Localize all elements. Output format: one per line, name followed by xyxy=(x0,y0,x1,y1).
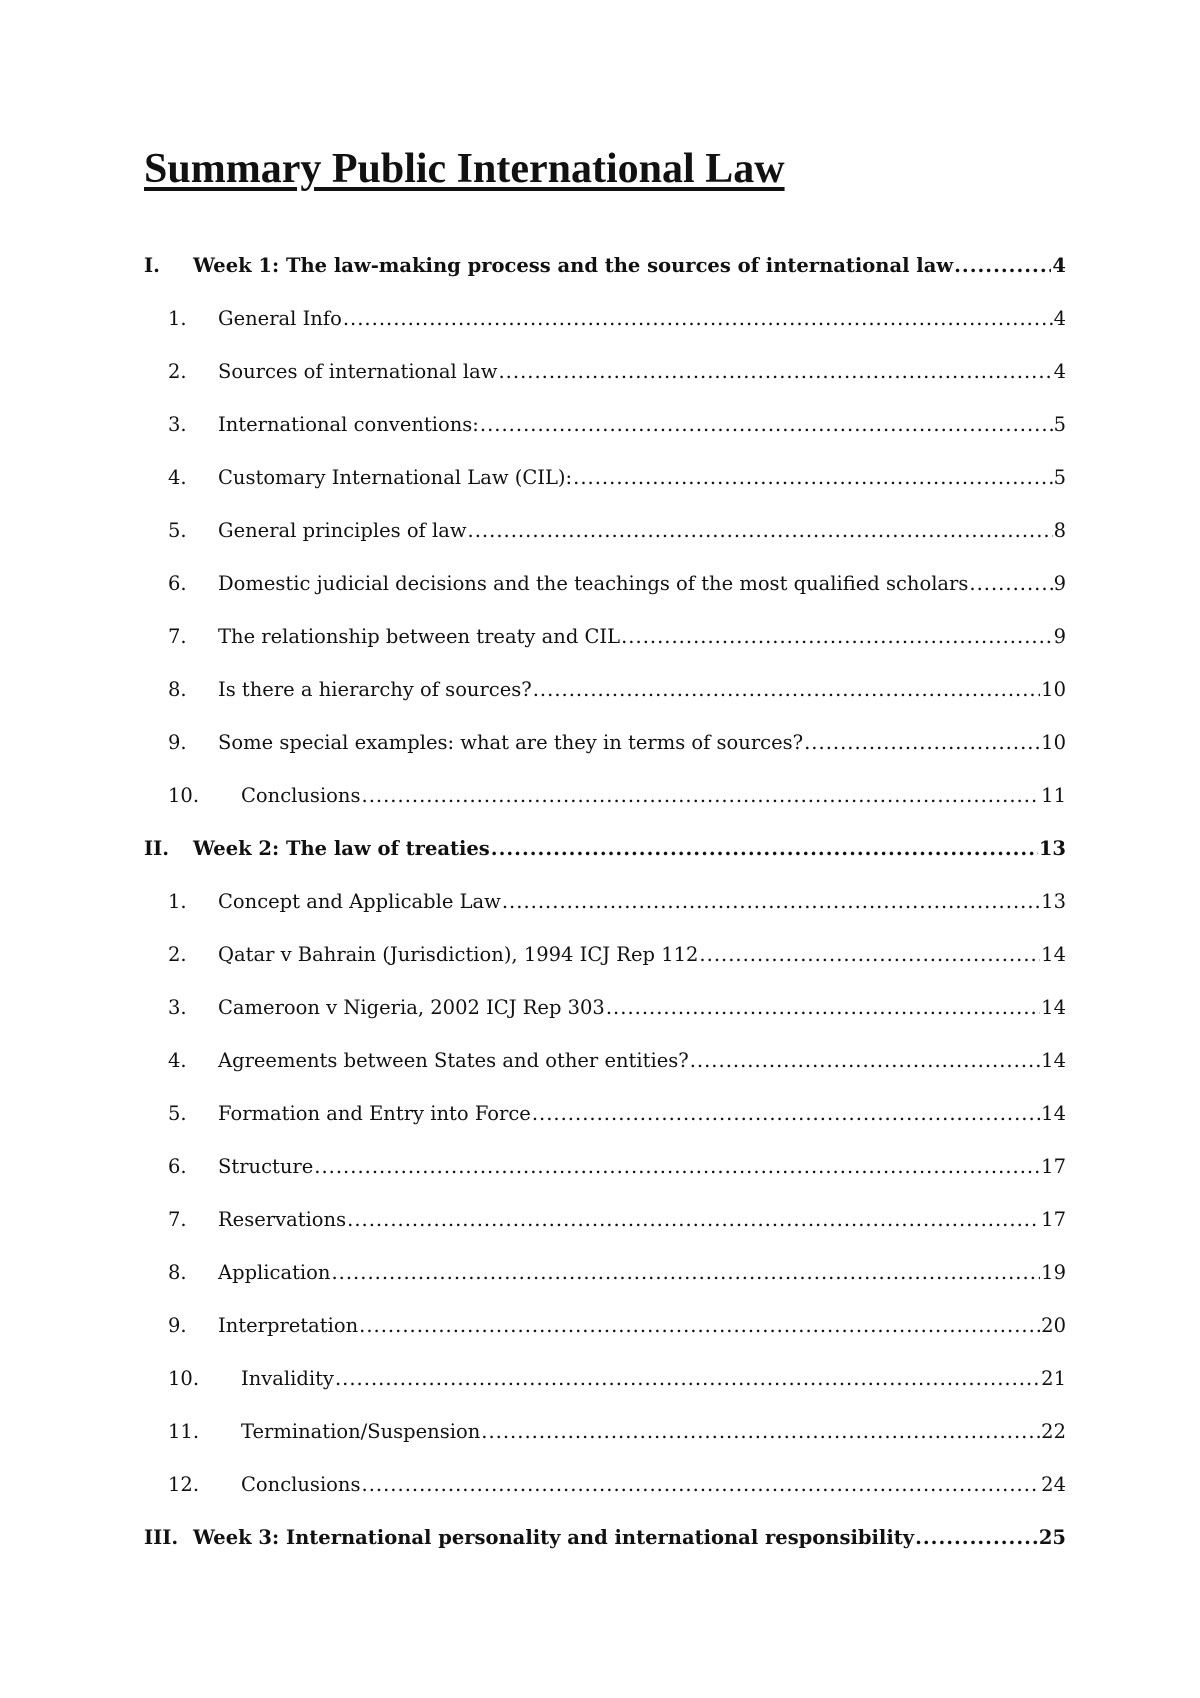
toc-entry-title: Agreements between States and other entities? xyxy=(218,1049,689,1072)
dot-leader xyxy=(621,625,1052,648)
dot-leader xyxy=(690,1049,1040,1072)
dot-leader xyxy=(335,1367,1040,1390)
dot-leader xyxy=(481,1420,1040,1443)
toc-entry-page-number: 22 xyxy=(1041,1420,1066,1443)
toc-entry[interactable] xyxy=(144,1102,1066,1155)
toc-entry[interactable] xyxy=(144,1420,1066,1473)
toc-entry[interactable] xyxy=(144,1367,1066,1420)
toc-entry-number: 6. xyxy=(168,572,187,595)
dot-leader xyxy=(699,943,1040,966)
toc-entry-page-number: 9 xyxy=(1053,625,1066,648)
dot-leader xyxy=(498,360,1052,383)
toc-entry-page-number: 8 xyxy=(1053,519,1066,542)
toc-entry-page-number: 17 xyxy=(1041,1208,1066,1231)
toc-entry[interactable] xyxy=(144,1049,1066,1102)
toc-entry-number: 4. xyxy=(168,1049,187,1072)
table-of-contents xyxy=(144,254,1066,1579)
toc-entry-number: 5. xyxy=(168,519,187,542)
toc-entry-number: 10. xyxy=(168,784,200,807)
toc-entry-title: Termination/Suspension xyxy=(241,1420,481,1443)
toc-entry-title: Conclusions xyxy=(241,784,361,807)
toc-entry-number: 10. xyxy=(168,1367,200,1390)
toc-entry-number: 12. xyxy=(168,1473,200,1496)
toc-entry-page-number: 20 xyxy=(1041,1314,1066,1337)
toc-entry[interactable] xyxy=(144,1155,1066,1208)
dot-leader xyxy=(314,1155,1040,1178)
dot-leader xyxy=(343,307,1053,330)
page-title: Summary Public International Law xyxy=(144,146,785,192)
dot-leader xyxy=(359,1314,1040,1337)
toc-entry-number: II. xyxy=(144,837,170,860)
dot-leader xyxy=(954,254,1051,277)
toc-entry-number: 7. xyxy=(168,1208,187,1231)
toc-entry[interactable] xyxy=(144,1208,1066,1261)
toc-entry[interactable] xyxy=(144,1526,1066,1579)
toc-entry[interactable] xyxy=(144,625,1066,678)
toc-entry-page-number: 14 xyxy=(1041,943,1066,966)
dot-leader xyxy=(573,466,1052,489)
toc-entry-page-number: 14 xyxy=(1041,1049,1066,1072)
toc-entry-title: Invalidity xyxy=(241,1367,334,1390)
toc-entry-title: The relationship between treaty and CIL xyxy=(218,625,621,648)
toc-entry-number: 11. xyxy=(168,1420,200,1443)
dot-leader xyxy=(804,731,1040,754)
toc-entry-number: 8. xyxy=(168,1261,187,1284)
toc-entry-title: Formation and Entry into Force xyxy=(218,1102,531,1125)
toc-entry-page-number: 14 xyxy=(1041,996,1066,1019)
toc-entry-page-number: 24 xyxy=(1041,1473,1066,1496)
toc-entry[interactable] xyxy=(144,1314,1066,1367)
toc-entry[interactable] xyxy=(144,678,1066,731)
toc-entry-title: Application xyxy=(218,1261,331,1284)
toc-entry[interactable] xyxy=(144,943,1066,996)
toc-entry-title: Concept and Applicable Law xyxy=(218,890,501,913)
toc-entry-title: General Info xyxy=(218,307,342,330)
dot-leader xyxy=(606,996,1040,1019)
toc-entry-title: Customary International Law (CIL): xyxy=(218,466,573,489)
toc-entry[interactable] xyxy=(144,996,1066,1049)
toc-entry-number: 2. xyxy=(168,360,187,383)
toc-entry-number: 3. xyxy=(168,996,187,1019)
toc-entry-page-number: 21 xyxy=(1041,1367,1066,1390)
toc-entry[interactable] xyxy=(144,254,1066,307)
dot-leader xyxy=(969,572,1052,595)
toc-entry-page-number: 4 xyxy=(1052,254,1066,277)
toc-entry-page-number: 14 xyxy=(1041,1102,1066,1125)
toc-entry-number: 9. xyxy=(168,1314,187,1337)
toc-entry-title: Week 3: International personality and international responsibility xyxy=(193,1526,915,1549)
dot-leader xyxy=(491,837,1038,860)
toc-entry-page-number: 17 xyxy=(1041,1155,1066,1178)
toc-entry[interactable] xyxy=(144,360,1066,413)
toc-entry-number: III. xyxy=(144,1526,179,1549)
toc-entry-title: Is there a hierarchy of sources? xyxy=(218,678,532,701)
toc-entry-number: 1. xyxy=(168,890,187,913)
toc-entry-page-number: 5 xyxy=(1053,413,1066,436)
toc-entry[interactable] xyxy=(144,519,1066,572)
dot-leader xyxy=(331,1261,1040,1284)
dot-leader xyxy=(480,413,1053,436)
toc-entry-number: 9. xyxy=(168,731,187,754)
toc-entry-number: 8. xyxy=(168,678,187,701)
toc-entry-page-number: 11 xyxy=(1041,784,1066,807)
toc-entry-number: 3. xyxy=(168,413,187,436)
toc-entry-title: Sources of international law xyxy=(218,360,498,383)
toc-entry[interactable] xyxy=(144,837,1066,890)
dot-leader xyxy=(915,1526,1038,1549)
toc-entry-title: Reservations xyxy=(218,1208,347,1231)
toc-entry-page-number: 13 xyxy=(1038,837,1066,860)
toc-entry-number: 1. xyxy=(168,307,187,330)
toc-entry-number: 5. xyxy=(168,1102,187,1125)
dot-leader xyxy=(532,1102,1040,1125)
toc-entry-page-number: 4 xyxy=(1053,360,1066,383)
toc-entry-title: General principles of law xyxy=(218,519,467,542)
toc-entry-page-number: 13 xyxy=(1041,890,1066,913)
toc-entry-title: International conventions: xyxy=(218,413,479,436)
toc-entry[interactable] xyxy=(144,890,1066,943)
toc-entry-page-number: 25 xyxy=(1038,1526,1066,1549)
toc-entry-title: Week 2: The law of treaties xyxy=(193,837,490,860)
toc-entry[interactable] xyxy=(144,307,1066,360)
toc-entry-page-number: 5 xyxy=(1053,466,1066,489)
toc-entry-number: I. xyxy=(144,254,160,277)
toc-entry-title: Cameroon v Nigeria, 2002 ICJ Rep 303 xyxy=(218,996,605,1019)
toc-entry-title: Some special examples: what are they in terms of sources? xyxy=(218,731,804,754)
toc-entry-title: Domestic judicial decisions and the teachings of the most qualified scholars xyxy=(218,572,969,595)
toc-entry[interactable] xyxy=(144,731,1066,784)
toc-entry[interactable] xyxy=(144,413,1066,466)
toc-entry-number: 4. xyxy=(168,466,187,489)
toc-entry[interactable] xyxy=(144,784,1066,837)
toc-entry-page-number: 10 xyxy=(1041,678,1066,701)
toc-entry-title: Week 1: The law-making process and the sources of international law xyxy=(193,254,954,277)
toc-entry[interactable] xyxy=(144,466,1066,519)
toc-entry-page-number: 4 xyxy=(1053,307,1066,330)
toc-entry-title: Qatar v Bahrain (Jurisdiction), 1994 ICJ Rep 112 xyxy=(218,943,699,966)
dot-leader xyxy=(533,678,1040,701)
toc-entry-page-number: 10 xyxy=(1041,731,1066,754)
toc-entry-title: Conclusions xyxy=(241,1473,361,1496)
dot-leader xyxy=(347,1208,1040,1231)
toc-entry[interactable] xyxy=(144,572,1066,625)
toc-entry-page-number: 19 xyxy=(1041,1261,1066,1284)
dot-leader xyxy=(362,1473,1041,1496)
toc-entry-title: Interpretation xyxy=(218,1314,359,1337)
toc-entry-number: 7. xyxy=(168,625,187,648)
dot-leader xyxy=(502,890,1040,913)
dot-leader xyxy=(468,519,1053,542)
toc-entry-page-number: 9 xyxy=(1053,572,1066,595)
toc-entry-number: 6. xyxy=(168,1155,187,1178)
dot-leader xyxy=(362,784,1041,807)
toc-entry[interactable] xyxy=(144,1261,1066,1314)
toc-entry-title: Structure xyxy=(218,1155,314,1178)
toc-entry-number: 2. xyxy=(168,943,187,966)
toc-entry[interactable] xyxy=(144,1473,1066,1526)
